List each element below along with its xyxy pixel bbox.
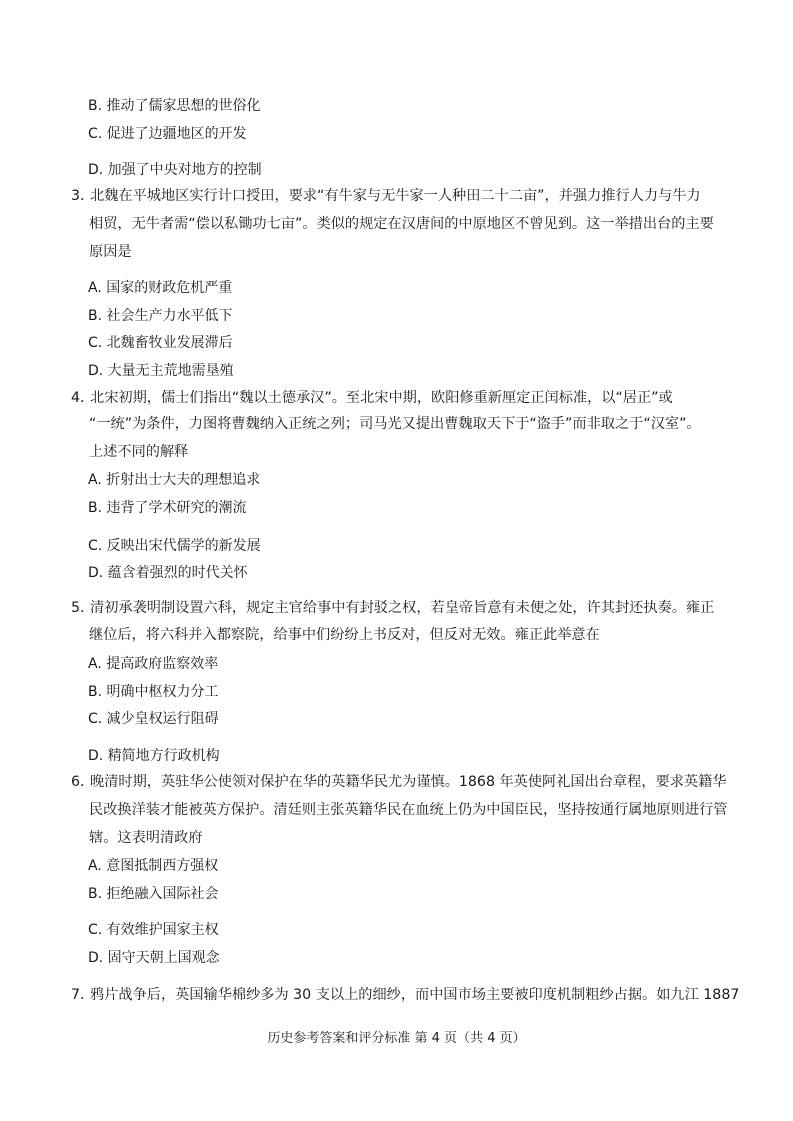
q2-option-d: D. 加强了中央对地方的控制 <box>88 162 262 178</box>
q6-option-b: B. 拒绝融入国际社会 <box>88 886 219 902</box>
q6-number: 6． <box>71 774 95 790</box>
q5-stem-line-1: 清初承袭明制设置六科，规定主官给事中有封驳之权，若皇帝旨意有未便之处，许其封还执奏。雍正 <box>90 600 715 616</box>
q6-stem-line-2: 民改换洋装才能被英方保护。清廷则主张英籍华民在血统上仍为中国臣民，坚持按通行属地原则进行管 <box>89 802 728 818</box>
q2-option-b: B. 推动了儒家思想的世俗化 <box>88 98 261 114</box>
q4-option-a: A. 折射出士大夫的理想追求 <box>88 472 261 488</box>
q3-number: 3． <box>71 188 95 204</box>
q4-number: 4． <box>71 390 95 406</box>
q3-option-d: D. 大量无主荒地需垦殖 <box>88 363 234 379</box>
q3-stem-line-2: 相贸，无牛者需“偿以私锄功七亩”。类似的规定在汉唐间的中原地区不曾见到。这一举措出台的主要 <box>89 216 714 232</box>
q4-stem-line-2: “一统”为条件，力图将曹魏纳入正统之列；司马光又提出曹魏取天下于“盗手”而非取之于“汉室”。 <box>89 416 701 432</box>
q5-option-c: C. 减少皇权运行阻碍 <box>88 711 219 727</box>
q5-number: 5． <box>71 600 95 616</box>
q5-option-a: A. 提高政府监察效率 <box>88 656 219 672</box>
q3-stem-line-3: 原因是 <box>89 244 132 260</box>
q7-number: 7． <box>71 987 95 1003</box>
q3-option-a: A. 国家的财政危机严重 <box>88 280 233 296</box>
q4-stem-line-1: 北宋初期，儒士们指出“魏以土德承汉”。至北宋中期，欧阳修重新厘定正闰标准，以“居正”或 <box>90 390 673 406</box>
q4-option-d: D. 蕴含着强烈的时代关怀 <box>88 565 248 581</box>
q4-option-c: C. 反映出宋代儒学的新发展 <box>88 538 261 554</box>
q6-option-c: C. 有效维护国家主权 <box>88 922 219 938</box>
q3-option-c: C. 北魏畜牧业发展滞后 <box>88 335 233 351</box>
page-footer: 历史参考答案和评分标准 第 4 页（共 4 页） <box>267 1031 526 1046</box>
q6-option-a: A. 意图抵制西方强权 <box>88 858 219 874</box>
q5-stem-line-2: 继位后，将六科并入都察院，给事中们纷纷上书反对，但反对无效。雍正此举意在 <box>89 627 600 643</box>
q5-option-d: D. 精简地方行政机构 <box>88 748 220 764</box>
q4-stem-line-3: 上述不同的解释 <box>89 444 189 460</box>
q7-stem-line-1: 鸦片战争后，英国输华棉纱多为 30 支以上的细纱，而中国市场主要被印度机制粗纱占据。如九江 1887 <box>90 987 740 1003</box>
q4-option-b: B. 违背了学术研究的潮流 <box>88 500 247 516</box>
q3-stem-line-1: 北魏在平城地区实行计口授田，要求“有牛家与无牛家一人种田二十二亩”，并强力推行人力与牛力 <box>90 188 701 204</box>
q5-option-b: B. 明确中枢权力分工 <box>88 684 219 700</box>
q6-stem-line-3: 辖。这表明清政府 <box>89 830 203 846</box>
q6-stem-line-1: 晚清时期，英驻华公使领对保护在华的英籍华民尤为谨慎。1868 年英使阿礼国出台章程，要求英籍华 <box>90 774 727 790</box>
q3-option-b: B. 社会生产力水平低下 <box>88 308 233 324</box>
q2-option-c: C. 促进了边疆地区的开发 <box>88 126 247 142</box>
q6-option-d: D. 固守天朝上国观念 <box>88 950 220 966</box>
